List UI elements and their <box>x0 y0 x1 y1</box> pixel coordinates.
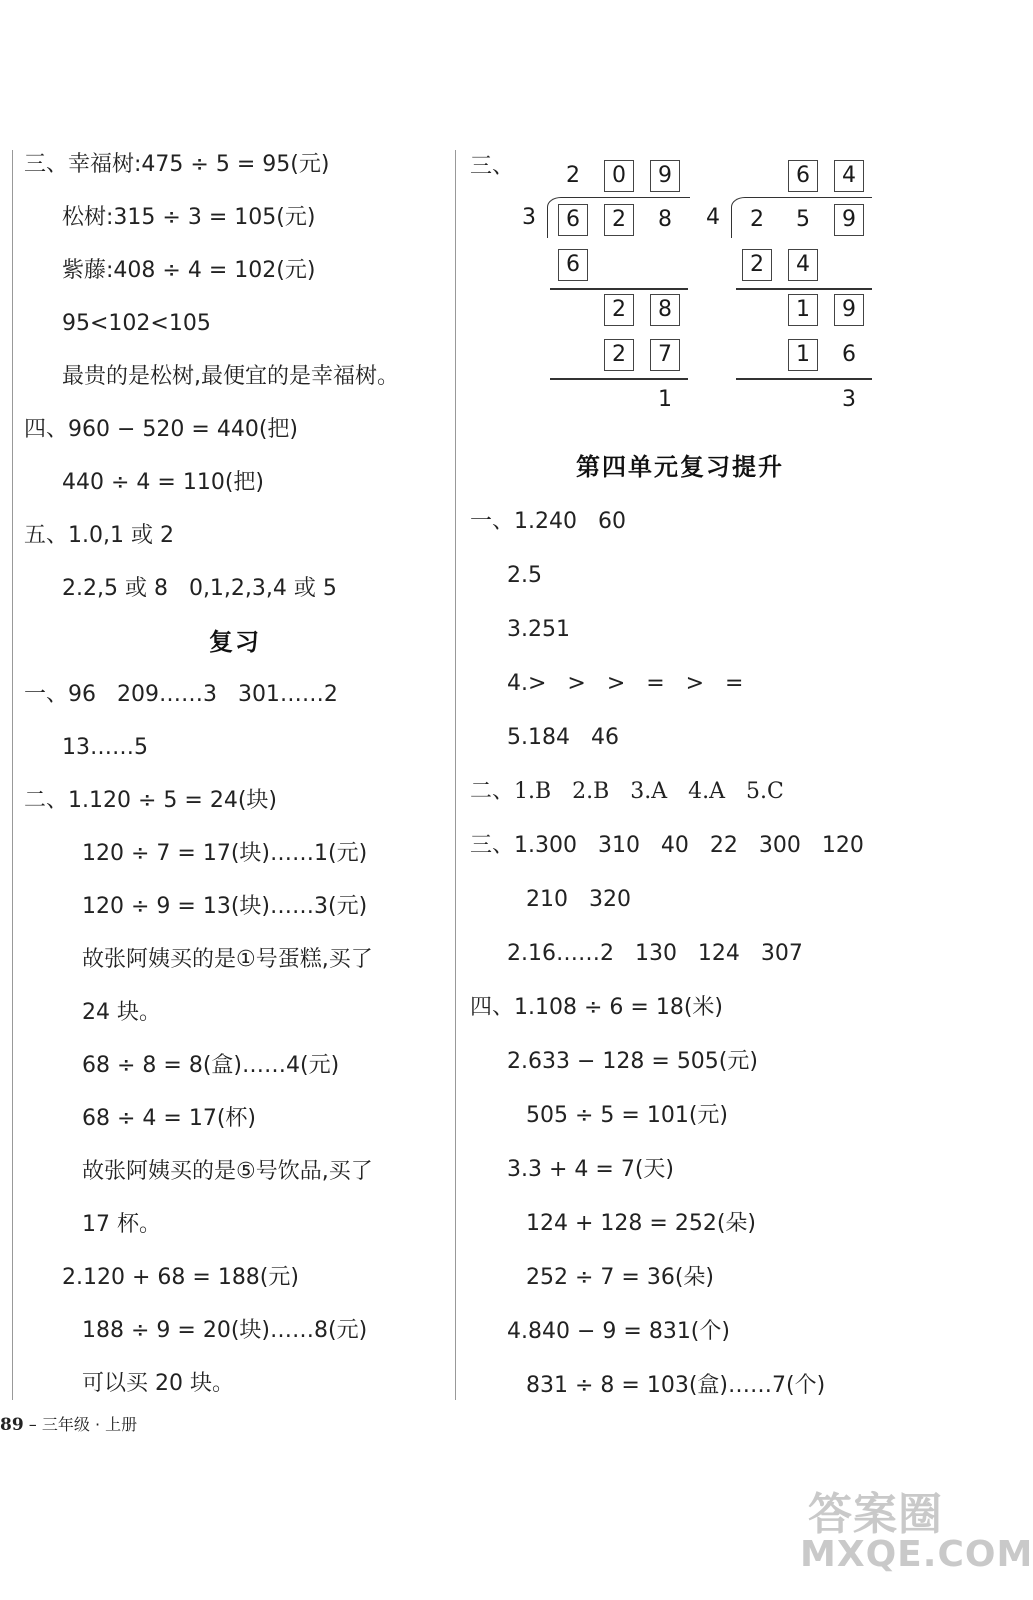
division-rule <box>550 378 688 380</box>
left-line: 188 ÷ 9 = 20(块)……8(元) <box>82 1318 368 1343</box>
left-line: 四、960 − 520 = 440(把) <box>24 417 298 442</box>
step-box: 9 <box>834 294 864 326</box>
left-line: 95<102<105 <box>62 311 211 336</box>
right-line: 二、1.B 2.B 3.A 4.A 5.C <box>470 779 784 804</box>
left-line: 故张阿姨买的是①号蛋糕,买了 <box>82 947 373 972</box>
dividend-digit: 5 <box>796 207 810 232</box>
right-line: 2.633 − 128 = 505(元) <box>507 1049 758 1074</box>
right-line: 2.5 <box>507 563 542 588</box>
right-line: 三、1.300 310 40 22 300 120 <box>470 833 864 858</box>
left-line: 二、1.120 ÷ 5 = 24(块) <box>24 788 277 813</box>
division-rule <box>550 288 688 290</box>
step-box: 6 <box>558 249 588 281</box>
section-label: 三、 <box>470 154 515 179</box>
step-box: 1 <box>788 294 818 326</box>
left-line: 一、96 209……3 301……2 <box>24 682 338 707</box>
division-rule <box>736 288 872 290</box>
left-section-heading: 复习 <box>209 628 261 656</box>
dividend-box: 6 <box>558 204 588 236</box>
quotient-box: 0 <box>604 160 634 192</box>
watermark-logo: 答案圈 <box>808 1489 943 1540</box>
right-line: 4.840 − 9 = 831(个) <box>507 1319 730 1344</box>
remainder-digit: 1 <box>658 387 672 412</box>
left-line: 2.120 + 68 = 188(元) <box>62 1265 299 1290</box>
left-line: 2.2,5 或 8 0,1,2,3,4 或 5 <box>62 576 337 601</box>
step-box: 1 <box>788 339 818 371</box>
quotient-digit: 2 <box>566 163 580 188</box>
division-rule <box>736 378 872 380</box>
step-box: 2 <box>604 294 634 326</box>
dividend-box: 9 <box>834 204 864 236</box>
left-line: 120 ÷ 7 = 17(块)……1(元) <box>82 841 368 866</box>
right-line: 831 ÷ 8 = 103(盒)……7(个) <box>526 1373 826 1398</box>
step-box: 2 <box>604 339 634 371</box>
dividend-digit: 8 <box>658 207 672 232</box>
left-line: 紫藤:408 ÷ 4 = 102(元) <box>62 258 316 283</box>
quotient-box: 6 <box>788 160 818 192</box>
dividend-box: 2 <box>604 204 634 236</box>
left-margin-rule <box>12 150 13 1400</box>
right-line: 252 ÷ 7 = 36(朵) <box>526 1265 714 1290</box>
step-box: 8 <box>650 294 680 326</box>
left-line: 最贵的是松树,最便宜的是幸福树。 <box>62 364 399 389</box>
page-footer <box>0 1412 137 1435</box>
left-line: 可以买 20 块。 <box>82 1371 234 1396</box>
left-line: 68 ÷ 8 = 8(盒)……4(元) <box>82 1053 340 1078</box>
footer-grade: 三年级 · 上册 <box>41 1415 138 1434</box>
right-line: 4.> > > = > = <box>507 671 744 696</box>
left-line: 五、1.0,1 或 2 <box>24 523 174 548</box>
left-line: 68 ÷ 4 = 17(杯) <box>82 1106 256 1131</box>
right-line: 3.3 + 4 = 7(天) <box>507 1157 674 1182</box>
step-box: 7 <box>650 339 680 371</box>
watermark-url: MXQE.COM <box>800 1534 1033 1575</box>
right-line: 5.184 46 <box>507 725 619 750</box>
quotient-box: 4 <box>834 160 864 192</box>
divisor-digit: 3 <box>522 205 536 230</box>
right-line: 四、1.108 ÷ 6 = 18(米) <box>470 995 723 1020</box>
column-divider <box>455 150 456 1400</box>
right-line: 124 + 128 = 252(朵) <box>526 1211 756 1236</box>
remainder-digit: 3 <box>842 387 856 412</box>
quotient-box: 9 <box>650 160 680 192</box>
right-line: 一、1.240 60 <box>470 509 626 534</box>
left-line: 故张阿姨买的是⑤号饮品,买了 <box>82 1159 373 1184</box>
dividend-digit: 2 <box>750 207 764 232</box>
right-line: 2.16……2 130 124 307 <box>507 941 803 966</box>
right-line: 210 320 <box>526 887 631 912</box>
left-line: 440 ÷ 4 = 110(把) <box>62 470 264 495</box>
footer-dash: – <box>28 1415 37 1434</box>
left-line: 120 ÷ 9 = 13(块)……3(元) <box>82 894 368 919</box>
divisor-digit: 4 <box>706 205 720 230</box>
step-box: 4 <box>788 249 818 281</box>
left-line: 松树:315 ÷ 3 = 105(元) <box>62 205 316 230</box>
right-section-heading: 第四单元复习提升 <box>576 453 784 481</box>
left-line: 三、幸福树:475 ÷ 5 = 95(元) <box>24 152 330 177</box>
step-digit: 6 <box>842 342 856 367</box>
left-line: 24 块。 <box>82 1000 161 1025</box>
page-number: 89 <box>0 1415 24 1435</box>
step-box: 2 <box>742 249 772 281</box>
right-line: 505 ÷ 5 = 101(元) <box>526 1103 728 1128</box>
left-line: 13……5 <box>62 735 148 760</box>
left-line: 17 杯。 <box>82 1212 161 1237</box>
right-line: 3.251 <box>507 617 570 642</box>
